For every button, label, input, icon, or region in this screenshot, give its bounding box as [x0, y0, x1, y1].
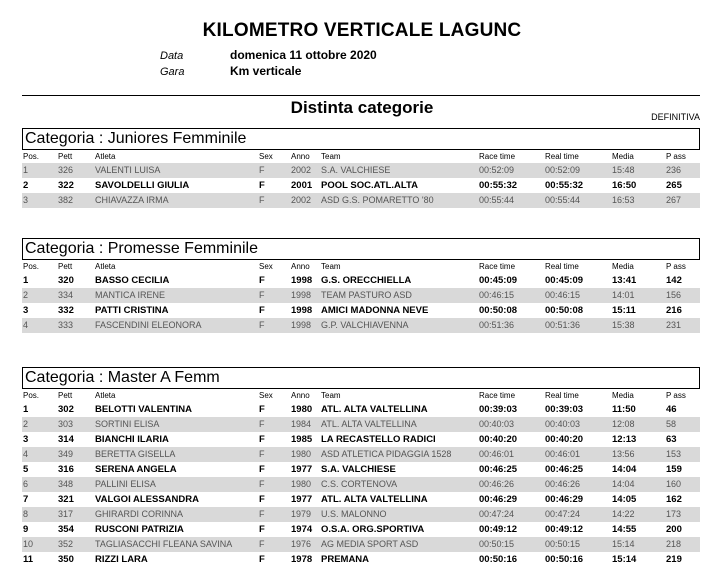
cell-media: 11:50	[612, 404, 636, 415]
cell-atleta: RIZZI LARA	[95, 554, 148, 565]
cell-real: 00:55:32	[545, 180, 584, 191]
cell-pos: 2	[23, 419, 29, 429]
cell-pett: 303	[58, 419, 74, 429]
cell-sex: F	[259, 479, 265, 489]
cell-anno: 1980	[291, 404, 313, 415]
table-row	[22, 303, 700, 318]
cell-pos: 3	[23, 305, 29, 316]
cell-sex: F	[259, 539, 265, 549]
cell-pass: 46	[666, 404, 677, 415]
cell-real: 00:49:12	[545, 524, 584, 535]
cell-race: 00:50:16	[479, 554, 518, 565]
cell-real: 00:55:44	[545, 195, 581, 205]
cell-anno: 1998	[291, 305, 313, 316]
cell-race: 00:50:08	[479, 305, 518, 316]
cell-team: ATL. ALTA VALTELLINA	[321, 419, 417, 429]
cell-pos: 3	[23, 434, 29, 445]
cell-race: 00:40:20	[479, 434, 518, 445]
column-header-pass: P ass	[666, 262, 686, 271]
cell-atleta: VALGOI ALESSANDRA	[95, 494, 199, 505]
cell-atleta: RUSCONI PATRIZIA	[95, 524, 184, 535]
column-header-pos: Pos.	[23, 152, 40, 161]
cell-media: 13:56	[612, 449, 635, 459]
cell-team: ATL. ALTA VALTELLINA	[321, 404, 428, 415]
cell-atleta: BASSO CECILIA	[95, 275, 170, 286]
cell-pett: 333	[58, 320, 74, 330]
cell-team: U.S. MALONNO	[321, 509, 387, 519]
cell-pett: 320	[58, 275, 74, 286]
column-header-race: Race time	[479, 262, 516, 271]
column-header-media: Media	[612, 391, 634, 400]
cell-real: 00:47:24	[545, 509, 581, 519]
column-header-real: Real time	[545, 262, 579, 271]
cell-atleta: VALENTI LUISA	[95, 165, 161, 175]
cell-race: 00:46:25	[479, 464, 518, 475]
cell-media: 12:13	[612, 434, 637, 445]
cell-sex: F	[259, 494, 265, 505]
cell-sex: F	[259, 195, 265, 205]
column-header-pass: P ass	[666, 391, 686, 400]
date-value: domenica 11 ottobre 2020	[230, 48, 377, 62]
cell-real: 00:51:36	[545, 320, 581, 330]
column-header-pos: Pos.	[23, 262, 40, 271]
cell-race: 00:50:15	[479, 539, 515, 549]
cell-atleta: BERETTA GISELLA	[95, 449, 176, 459]
cell-anno: 2002	[291, 195, 312, 205]
cell-pass: 63	[666, 434, 677, 445]
cell-pass: 200	[666, 524, 682, 535]
cell-team: ASD ATLETICA PIDAGGIA 1528	[321, 449, 452, 459]
cell-pett: 322	[58, 180, 74, 191]
column-header-atleta: Atleta	[95, 262, 116, 271]
cell-anno: 1979	[291, 509, 312, 519]
cell-anno: 1974	[291, 524, 313, 535]
cell-anno: 1984	[291, 419, 312, 429]
cell-real: 00:39:03	[545, 404, 584, 415]
cell-media: 14:04	[612, 479, 635, 489]
cell-pos: 1	[23, 275, 29, 286]
cell-anno: 1977	[291, 464, 313, 475]
cell-pos: 10	[23, 539, 34, 549]
table-row	[22, 417, 700, 432]
cell-real: 00:46:01	[545, 449, 581, 459]
table-row	[22, 507, 700, 522]
cell-media: 12:08	[612, 419, 635, 429]
cell-pass: 216	[666, 305, 682, 316]
cell-pass: 160	[666, 479, 682, 489]
cell-atleta: BIANCHI ILARIA	[95, 434, 169, 445]
cell-pos: 9	[23, 524, 29, 535]
cell-pass: 153	[666, 449, 682, 459]
cell-pos: 6	[23, 479, 29, 489]
cell-pos: 2	[23, 180, 29, 191]
column-header-pos: Pos.	[23, 391, 40, 400]
cell-race: 00:46:26	[479, 479, 515, 489]
cell-sex: F	[259, 449, 265, 459]
cell-pos: 5	[23, 464, 29, 475]
cell-media: 15:14	[612, 554, 637, 565]
column-header-team: Team	[321, 391, 341, 400]
column-header-pass: P ass	[666, 152, 686, 161]
cell-anno: 2001	[291, 180, 313, 191]
cell-real: 00:40:03	[545, 419, 581, 429]
cell-sex: F	[259, 290, 265, 300]
cell-sex: F	[259, 165, 265, 175]
cell-pett: 317	[58, 509, 74, 519]
column-headers	[22, 389, 700, 402]
table-row	[22, 477, 700, 492]
page-subtitle: Distinta categorie	[290, 98, 434, 117]
cell-pass: 219	[666, 554, 682, 565]
cell-anno: 1980	[291, 449, 312, 459]
cell-pett: 321	[58, 494, 74, 505]
cell-pos: 8	[23, 509, 29, 519]
cell-team: AMICI MADONNA NEVE	[321, 305, 429, 316]
cell-pos: 2	[23, 290, 29, 300]
cell-pos: 1	[23, 404, 29, 415]
table-row	[22, 193, 700, 208]
cell-sex: F	[259, 524, 265, 535]
cell-team: AG MEDIA SPORT ASD	[321, 539, 419, 549]
cell-pass: 231	[666, 320, 682, 330]
cell-pett: 349	[58, 449, 74, 459]
column-header-sex: Sex	[259, 262, 273, 271]
cell-race: 00:40:03	[479, 419, 515, 429]
cell-real: 00:52:09	[545, 165, 581, 175]
table-row	[22, 288, 700, 303]
column-header-pett: Pett	[58, 152, 73, 161]
column-header-race: Race time	[479, 152, 516, 161]
cell-team: ATL. ALTA VALTELLINA	[321, 494, 428, 505]
cell-pass: 58	[666, 419, 677, 429]
status-label: DEFINITIVA	[651, 112, 700, 122]
column-header-race: Race time	[479, 391, 516, 400]
cell-team: O.S.A. ORG.SPORTIVA	[321, 524, 425, 535]
cell-race: 00:49:12	[479, 524, 518, 535]
cell-atleta: SERENA ANGELA	[95, 464, 177, 475]
cell-anno: 1977	[291, 494, 313, 505]
cell-team: S.A. VALCHIESE	[321, 165, 391, 175]
column-header-pett: Pett	[58, 391, 73, 400]
cell-pett: 350	[58, 554, 74, 565]
cell-media: 14:05	[612, 494, 637, 505]
cell-pos: 1	[23, 165, 29, 175]
date-label: Data	[160, 50, 184, 62]
table-row	[22, 163, 700, 178]
column-header-anno: Anno	[291, 391, 310, 400]
cell-media: 14:01	[612, 290, 635, 300]
cell-pass: 218	[666, 539, 682, 549]
column-header-media: Media	[612, 262, 634, 271]
cell-team: ASD G.S. POMARETTO '80	[321, 195, 434, 205]
header-divider	[22, 95, 700, 96]
cell-pass: 142	[666, 275, 682, 286]
column-headers	[22, 260, 700, 273]
cell-media: 15:11	[612, 305, 636, 316]
cell-race: 00:46:29	[479, 494, 518, 505]
cell-pett: 354	[58, 524, 74, 535]
cell-team: G.S. ORECCHIELLA	[321, 275, 412, 286]
cell-anno: 1976	[291, 539, 312, 549]
column-header-real: Real time	[545, 152, 579, 161]
cell-anno: 2002	[291, 165, 312, 175]
cell-atleta: CHIAVAZZA IRMA	[95, 195, 169, 205]
cell-pass: 156	[666, 290, 682, 300]
cell-media: 13:41	[612, 275, 637, 286]
column-header-sex: Sex	[259, 391, 273, 400]
race-label: Gara	[160, 66, 185, 78]
cell-atleta: FASCENDINI ELEONORA	[95, 320, 202, 330]
column-header-team: Team	[321, 262, 341, 271]
cell-sex: F	[259, 464, 265, 475]
cell-sex: F	[259, 434, 265, 445]
category-title: Categoria : Juniores Femminile	[22, 128, 700, 150]
cell-real: 00:50:16	[545, 554, 584, 565]
column-header-anno: Anno	[291, 152, 310, 161]
cell-atleta: BELOTTI VALENTINA	[95, 404, 192, 415]
cell-pass: 159	[666, 464, 682, 475]
cell-real: 00:40:20	[545, 434, 584, 445]
cell-sex: F	[259, 180, 265, 191]
cell-team: G.P. VALCHIAVENNA	[321, 320, 409, 330]
cell-pett: 314	[58, 434, 74, 445]
cell-sex: F	[259, 419, 265, 429]
cell-pass: 162	[666, 494, 682, 505]
cell-pass: 267	[666, 195, 682, 205]
cell-real: 00:46:25	[545, 464, 584, 475]
cell-atleta: GHIRARDI CORINNA	[95, 509, 184, 519]
category-title: Categoria : Master A Femm	[22, 367, 700, 389]
cell-anno: 1980	[291, 479, 312, 489]
cell-pos: 7	[23, 494, 29, 505]
table-row	[22, 318, 700, 333]
category-section	[22, 367, 700, 567]
table-row	[22, 537, 700, 552]
column-header-atleta: Atleta	[95, 391, 116, 400]
cell-pass: 236	[666, 165, 682, 175]
cell-team: TEAM PASTURO ASD	[321, 290, 412, 300]
cell-sex: F	[259, 275, 265, 286]
cell-anno: 1998	[291, 290, 312, 300]
cell-team: S.A. VALCHIESE	[321, 464, 396, 475]
cell-race: 00:46:15	[479, 290, 515, 300]
cell-media: 16:50	[612, 180, 637, 191]
cell-pos: 3	[23, 195, 29, 205]
column-header-sex: Sex	[259, 152, 273, 161]
column-header-pett: Pett	[58, 262, 73, 271]
cell-race: 00:39:03	[479, 404, 518, 415]
cell-team: POOL SOC.ATL.ALTA	[321, 180, 418, 191]
cell-race: 00:45:09	[479, 275, 518, 286]
cell-team: C.S. CORTENOVA	[321, 479, 398, 489]
category-section	[22, 128, 700, 208]
cell-sex: F	[259, 404, 265, 415]
cell-sex: F	[259, 320, 265, 330]
cell-pett: 316	[58, 464, 74, 475]
cell-atleta: MANTICA IRENE	[95, 290, 166, 300]
cell-real: 00:50:08	[545, 305, 584, 316]
cell-real: 00:50:15	[545, 539, 581, 549]
cell-real: 00:45:09	[545, 275, 584, 286]
cell-pos: 11	[23, 554, 34, 565]
cell-media: 16:53	[612, 195, 635, 205]
cell-pos: 4	[23, 449, 29, 459]
cell-pett: 334	[58, 290, 74, 300]
cell-pett: 382	[58, 195, 74, 205]
race-value: Km verticale	[230, 64, 302, 78]
table-row	[22, 492, 700, 507]
cell-anno: 1985	[291, 434, 313, 445]
cell-atleta: SAVOLDELLI GIULIA	[95, 180, 190, 191]
cell-media: 14:04	[612, 464, 637, 475]
table-row	[22, 447, 700, 462]
table-row	[22, 432, 700, 447]
cell-atleta: SORTINI ELISA	[95, 419, 160, 429]
cell-media: 14:22	[612, 509, 635, 519]
cell-atleta: PATTI CRISTINA	[95, 305, 169, 316]
cell-sex: F	[259, 554, 265, 565]
cell-pett: 352	[58, 539, 74, 549]
cell-media: 14:55	[612, 524, 637, 535]
cell-race: 00:55:44	[479, 195, 515, 205]
cell-pos: 4	[23, 320, 29, 330]
cell-atleta: TAGLIASACCHI FLEANA SAVINA	[95, 539, 233, 549]
table-row	[22, 522, 700, 537]
column-header-atleta: Atleta	[95, 152, 116, 161]
column-header-anno: Anno	[291, 262, 310, 271]
cell-anno: 1998	[291, 320, 312, 330]
cell-race: 00:46:01	[479, 449, 515, 459]
column-header-team: Team	[321, 152, 341, 161]
table-row	[22, 462, 700, 477]
category-title: Categoria : Promesse Femminile	[22, 238, 700, 260]
cell-pett: 332	[58, 305, 74, 316]
table-row	[22, 552, 700, 567]
cell-pett: 348	[58, 479, 74, 489]
cell-pett: 326	[58, 165, 74, 175]
meta-race	[160, 64, 301, 78]
column-header-media: Media	[612, 152, 634, 161]
meta-date	[160, 48, 377, 62]
cell-anno: 1978	[291, 554, 313, 565]
cell-pett: 302	[58, 404, 74, 415]
category-section	[22, 238, 700, 333]
cell-real: 00:46:29	[545, 494, 584, 505]
cell-real: 00:46:26	[545, 479, 581, 489]
cell-race: 00:47:24	[479, 509, 515, 519]
cell-sex: F	[259, 305, 265, 316]
column-header-real: Real time	[545, 391, 579, 400]
cell-media: 15:14	[612, 539, 635, 549]
table-row	[22, 402, 700, 417]
page-title: KILOMETRO VERTICALE LAGUNC	[202, 20, 522, 41]
cell-team: LA RECASTELLO RADICI	[321, 434, 436, 445]
table-row	[22, 273, 700, 288]
cell-race: 00:51:36	[479, 320, 515, 330]
cell-race: 00:55:32	[479, 180, 518, 191]
cell-real: 00:46:15	[545, 290, 581, 300]
cell-atleta: PALLINI ELISA	[95, 479, 156, 489]
cell-pass: 173	[666, 509, 682, 519]
cell-race: 00:52:09	[479, 165, 515, 175]
cell-anno: 1998	[291, 275, 313, 286]
cell-pass: 265	[666, 180, 682, 191]
cell-media: 15:48	[612, 165, 635, 175]
cell-media: 15:38	[612, 320, 635, 330]
table-row	[22, 178, 700, 193]
cell-team: PREMANA	[321, 554, 370, 565]
column-headers	[22, 150, 700, 163]
cell-sex: F	[259, 509, 265, 519]
